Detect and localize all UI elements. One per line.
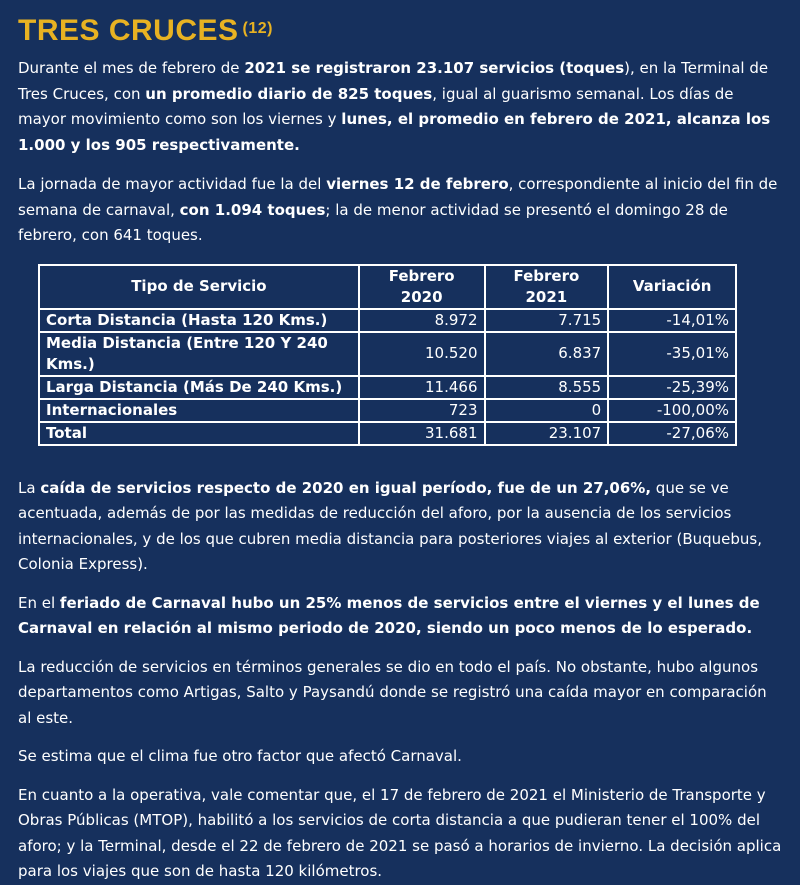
text-run: La jornada de mayor actividad fue la del [18, 175, 327, 193]
bold-text-run: feriado de Carnaval hubo un 25% menos de servicios entre el viernes y el lunes de Carnaval en relación al mismo periodo de 2020, siendo un poco menos de lo esperado. [18, 593, 760, 637]
paragraph-6 [18, 744, 782, 770]
table-row [39, 309, 736, 332]
bold-text-run: caída de servicios respecto de 2020 en igual período, fue de un 27,06%, [40, 478, 652, 497]
bold-text-run: con 1.094 toques [179, 200, 326, 219]
column-header: Tipo de Servicio [39, 265, 359, 309]
cell-feb-2020: 31.681 [359, 422, 485, 445]
page-title [18, 0, 782, 51]
cell-variation: -35,01% [608, 332, 736, 376]
title-text: TRES CRUCES [18, 14, 239, 47]
text-run: , igual al guarismo semanal. Los días de mayor movimiento como son los viernes y [18, 84, 734, 128]
table-row [39, 332, 736, 376]
services-table [38, 264, 737, 446]
cell-variation: -25,39% [608, 376, 736, 399]
paragraph-7 [18, 783, 782, 885]
row-label: Internacionales [39, 399, 359, 422]
text-run: que se ve acentuada, además de por las medidas de reducción del aforo, por la ausencia de los servicios internacionales, y de los que cubren media distancia para posteriores viajes al exterior (Buquebus, Colonia Express). [18, 478, 762, 573]
cell-feb-2020: 11.466 [359, 376, 485, 399]
cell-feb-2021: 6.837 [485, 332, 609, 376]
paragraph-1 [18, 56, 782, 158]
table-header-row [39, 265, 736, 309]
paragraph-4 [18, 591, 782, 642]
text-run: Durante el mes de febrero de [18, 59, 245, 77]
cell-feb-2021: 8.555 [485, 376, 609, 399]
paragraph-3 [18, 476, 782, 578]
cell-variation: -14,01% [608, 309, 736, 332]
column-header: Variación [608, 265, 736, 309]
cell-feb-2021: 7.715 [485, 309, 609, 332]
text-run: ), en la Terminal de Tres Cruces, con [18, 59, 769, 103]
row-label: Media Distancia (Entre 120 Y 240 Kms.) [39, 332, 359, 376]
paragraph-2 [18, 172, 782, 249]
table-row [39, 376, 736, 399]
text-run: ; la de menor actividad se presentó el domingo 28 de febrero, con 641 toques. [18, 200, 728, 244]
bold-text-run: lunes, el promedio en febrero de 2021, alcanza los 1.000 y los 905 respectivamente. [18, 110, 771, 154]
column-header: Febrero 2021 [485, 265, 609, 309]
text-run: En el [18, 593, 60, 612]
bold-text-run: 2021 se registraron 23.107 servicios (toques [244, 59, 625, 77]
cell-feb-2020: 10.520 [359, 332, 485, 376]
row-label: Larga Distancia (Más De 240 Kms.) [39, 376, 359, 399]
title-footnote: (12) [242, 20, 273, 37]
paragraph-5 [18, 655, 782, 732]
text-run: Se estima que el clima fue otro factor que afectó Carnaval. [18, 747, 462, 765]
bold-text-run: viernes 12 de febrero [326, 175, 509, 193]
table-row [39, 399, 736, 422]
cell-feb-2020: 8.972 [359, 309, 485, 332]
cell-feb-2021: 23.107 [485, 422, 609, 445]
cell-feb-2020: 723 [359, 399, 485, 422]
cell-variation: -27,06% [608, 422, 736, 445]
row-label: Corta Distancia (Hasta 120 Kms.) [39, 309, 359, 332]
column-header: Febrero 2020 [359, 265, 485, 309]
text-run: La [18, 478, 41, 497]
row-label: Total [39, 422, 359, 445]
text-run: , correspondiente al inicio del fin de semana de carnaval, [18, 175, 778, 219]
text-run: En cuanto a la operativa, vale comentar que, el 17 de febrero de 2021 el Ministerio de Transporte y Obras Públicas (MTOP), habilitó a los servicios de corta distancia a que pudieran tener el 100% del aforo; y la Terminal, desde el 22 de febrero de 2021 se pasó a horarios de invierno. La decisión aplica para los viajes que son de hasta 120 kilómetros. [18, 785, 782, 880]
table-total-row [39, 422, 736, 445]
bold-text-run: un promedio diario de 825 toques [145, 84, 433, 103]
text-run: La reducción de servicios en términos generales se dio en todo el país. No obstante, hubo algunos departamentos como Artigas, Salto y Paysandú donde se registró una caída mayor en comparación al este. [18, 657, 767, 727]
cell-variation: -100,00% [608, 399, 736, 422]
cell-feb-2021: 0 [485, 399, 609, 422]
